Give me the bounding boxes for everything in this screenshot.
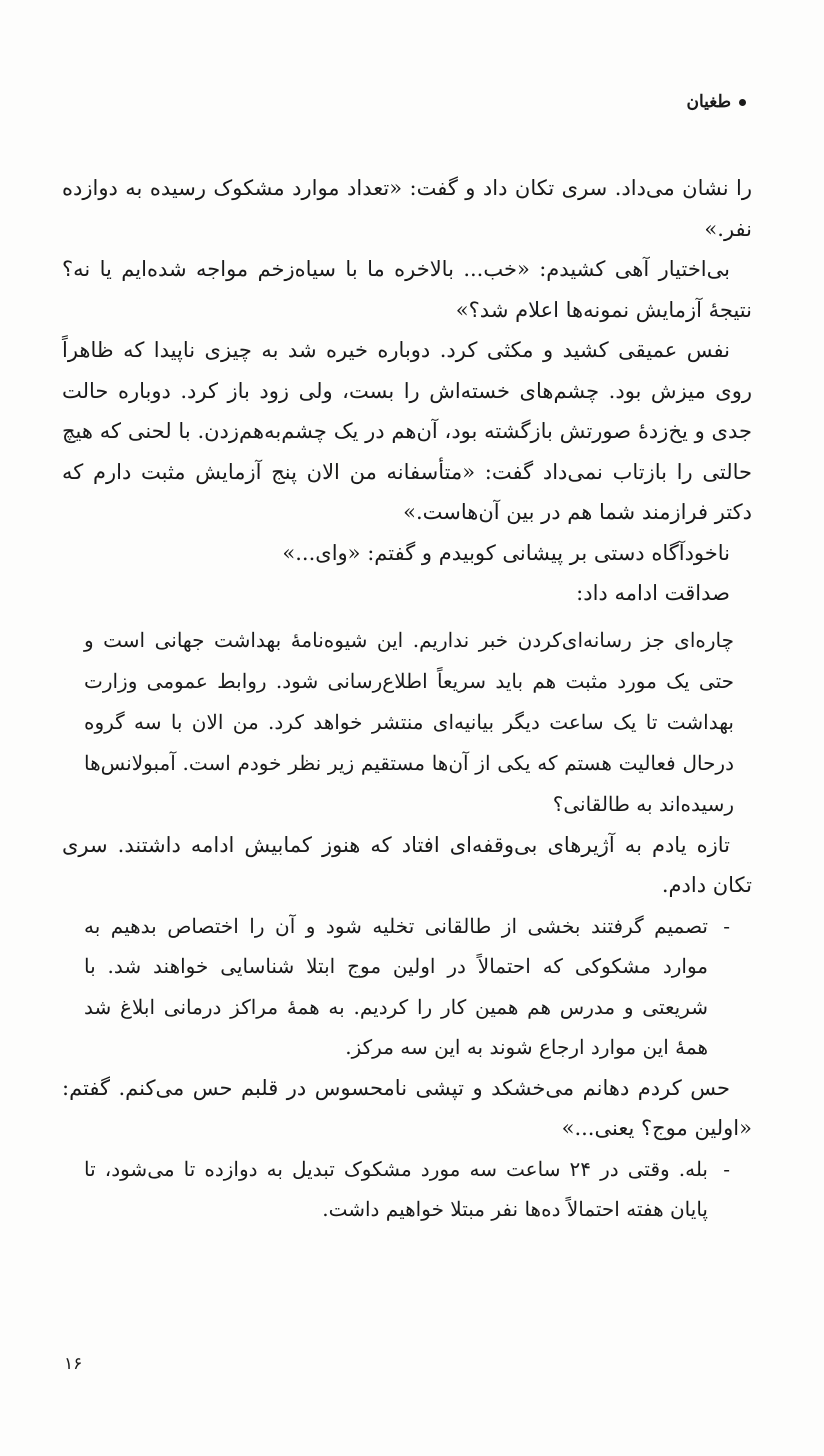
page-body (62, 168, 752, 1230)
paragraph: صداقت ادامه داد: (576, 581, 730, 605)
dialogue-dash: - (723, 913, 730, 938)
dialogue-text: تصمیم گرفتند بخشی از طالقانی تخلیه شود و آن را اختصاص بدهیم به موارد مشکوکی که احتمالاً در اولین موج ابتلا شناسایی خواهند شد. با شریعتی و مدرس هم همین کار را کردیم. به همهٔ مراکز درمانی ابلاغ شد همهٔ این موارد ارجاع شوند به این سه مرکز. (84, 913, 708, 1059)
running-title: طغیان (686, 92, 731, 112)
dialogue-line (62, 1149, 752, 1230)
paragraph: تازه یادم به آژیرهای بی‌وقفه‌ای افتاد که هنوز کمابیش ادامه داشتند. سری تکان دادم. (62, 832, 752, 897)
paragraph: را نشان می‌داد. سری تکان داد و گفت: «تعداد موارد مشکوک رسیده به دوازده نفر.» (62, 176, 752, 241)
bullet-icon (739, 99, 746, 106)
paragraph: ناخودآگاه دستی بر پیشانی کوبیدم و گفتم: «وای...» (282, 540, 730, 565)
paragraph: بی‌اختیار آهی کشیدم: «خب... بالاخره ما با سیاه‌زخم مواجه شده‌ایم یا نه؟ نتیجهٔ آزمایش نمونه‌ها اعلام شد؟» (62, 257, 752, 322)
block-quote: چاره‌ای جز رسانه‌ای‌کردن خبر نداریم. این شیوه‌نامهٔ بهداشت جهانی است و حتی یک مورد مثبت هم باید سریعاً اطلاع‌رسانی شود. روابط عمومی وزارت بهداشت تا یک ساعت دیگر بیانیه‌ای منتشر خواهد کرد. من الان با سه گروه درحال فعالیت هستم که یکی از آن‌ها مستقیم زیر نظر خودم است. آمبولانس‌ها رسیده‌اند به طالقانی؟ (84, 627, 734, 816)
dialogue-dash: - (723, 1156, 730, 1181)
dialogue-line (62, 906, 752, 1068)
running-header (686, 92, 746, 112)
paragraph: نفس عمیقی کشید و مکثی کرد. دوباره خیره شد به چیزی ناپیدا که ظاهراً روی میزش بود. چشم‌های خسته‌اش را بست، ولی زود باز کرد. دوباره حالت جدی و یخ‌زدهٔ صورتش بازگشته بود، آن‌هم در یک چشم‌به‌هم‌زدن. با لحنی که هیچ حالتی را بازتاب نمی‌داد گفت: «متأسفانه من الان پنج آزمایش مثبت دارم که دکتر فرازمند شما هم در بین آن‌هاست.» (62, 338, 752, 524)
dialogue-text: بله. وقتی در ۲۴ ساعت سه مورد مشکوک تبدیل به دوازده تا می‌شود، تا پایان هفته احتمالاً ده‌ها نفر مبتلا خواهیم داشت. (84, 1156, 708, 1221)
page-number: ۱۶ (64, 1354, 83, 1374)
paragraph: حس کردم دهانم می‌خشکد و تپشی نامحسوس در قلبم حس می‌کنم. گفتم: «اولین موج؟ یعنی...» (62, 1075, 752, 1140)
